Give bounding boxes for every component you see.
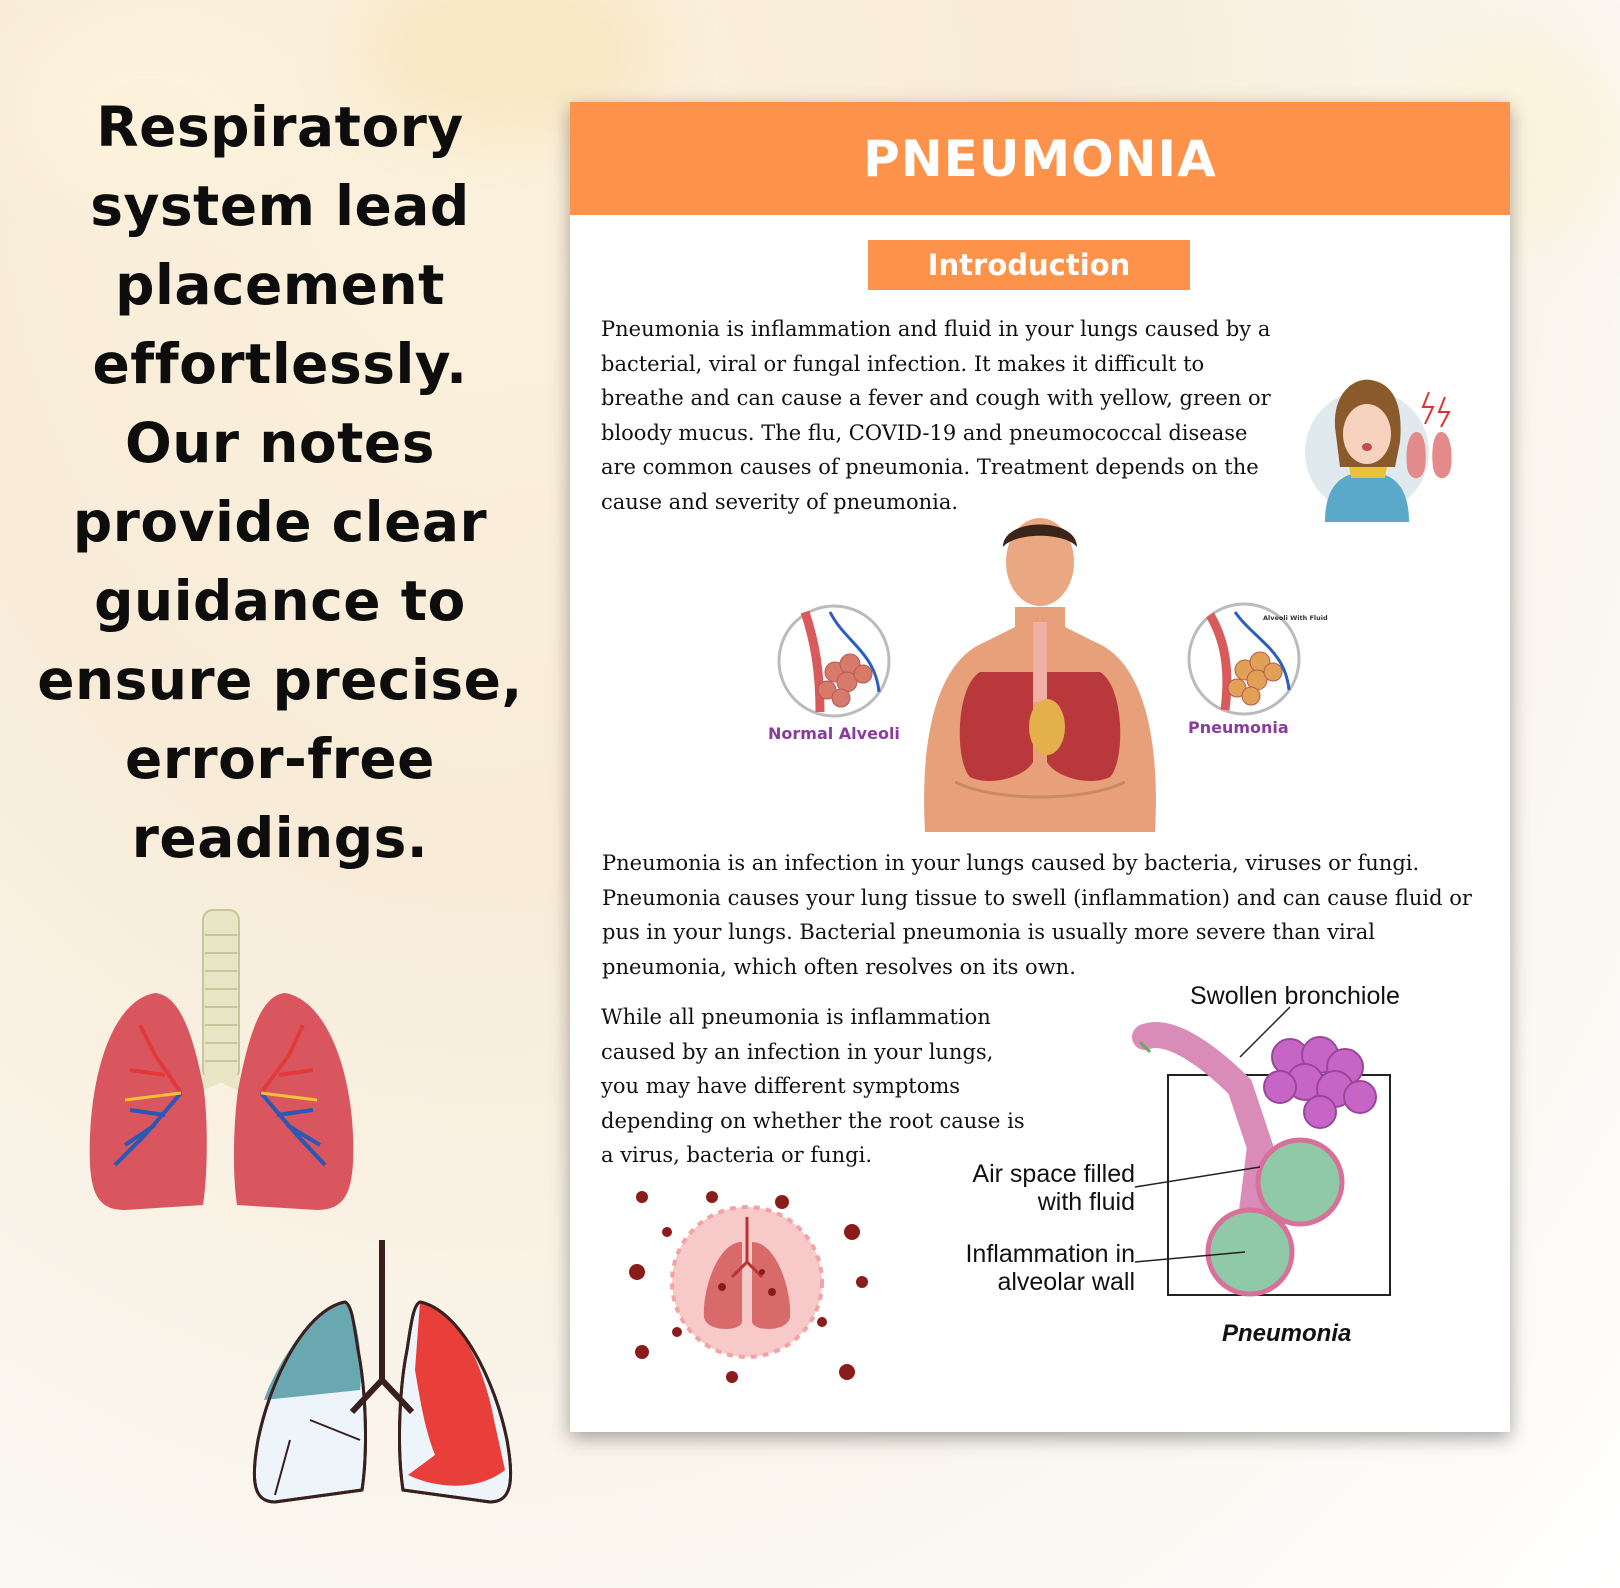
- headline-line: Respiratory: [96, 95, 464, 159]
- inset-label-alveoli-fluid: Alveoli With Fluid: [1263, 614, 1328, 622]
- anatomical-lungs-illustration: [85, 905, 360, 1230]
- diagram-leader-lines: [1110, 997, 1350, 1277]
- pneumonia-alveoli-inset-icon: [1185, 600, 1328, 718]
- headline-line: error-free: [125, 727, 435, 791]
- pneumonia-info-sheet: [570, 102, 1510, 1432]
- headline-line: Our notes: [125, 411, 435, 475]
- caption-pneumonia: Pneumonia: [1188, 718, 1289, 737]
- section-badge-introduction: Introduction: [868, 240, 1190, 290]
- paragraph-infection: Pneumonia is an infection in your lungs caused by bacteria, viruses or fungi. Pneumonia causes your lung tissue to swell (inflammation) and can cause fluid or pus in your lungs. Bacterial pneumonia is usually more severe than viral pneumonia, which often resolves on its own.: [602, 851, 1472, 979]
- sheet-header-bar: [570, 102, 1510, 215]
- paragraph-symptoms: While all pneumonia is inflammation caused by an infection in your lungs, you may have different symptoms depending on whether the root cause is a virus, bacteria or fungi.: [601, 1005, 1025, 1167]
- headline-line: system lead: [90, 174, 470, 238]
- sheet-title: PNEUMONIA: [863, 129, 1217, 188]
- two-tone-lungs-illustration: [250, 1240, 518, 1525]
- caption-normal-alveoli: Normal Alveoli: [768, 724, 900, 743]
- headline-line: ensure precise,: [37, 648, 523, 712]
- normal-alveoli-inset-icon: [775, 602, 893, 720]
- headline-line: readings.: [131, 806, 429, 870]
- label-swollen-bronchiole: Swollen bronchiole: [1190, 982, 1400, 1010]
- label-air-line: Air space filled: [972, 1160, 1135, 1188]
- label-air-line: with fluid: [1037, 1188, 1135, 1216]
- human-torso-lungs-illustration: [915, 512, 1165, 832]
- coughing-woman-illustration: [1305, 372, 1465, 527]
- label-air-space: [950, 1160, 1135, 1216]
- headline-line: guidance to: [94, 569, 466, 633]
- marketing-headline: [30, 88, 530, 878]
- headline-line: placement: [115, 253, 445, 317]
- headline-line: provide clear: [72, 490, 488, 554]
- label-infl-line: Inflammation in: [965, 1240, 1135, 1268]
- headline-line: effortlessly.: [92, 332, 468, 396]
- label-infl-line: alveolar wall: [997, 1268, 1135, 1296]
- paragraph-definition: Pneumonia is inflammation and fluid in your lungs caused by a bacterial, viral or fungal infection. It makes it difficult to breathe and can cause a fever and cough with yellow, green or bloody mucus. The flu, COVID-19 and pneumococcal disease are common causes of pneumonia. Treatment depends on the cause and severity of pneumonia.: [601, 317, 1271, 514]
- label-inflammation: [935, 1240, 1135, 1296]
- virus-lungs-illustration: [622, 1172, 872, 1392]
- diagram-caption-pneumonia: Pneumonia: [1222, 1320, 1352, 1347]
